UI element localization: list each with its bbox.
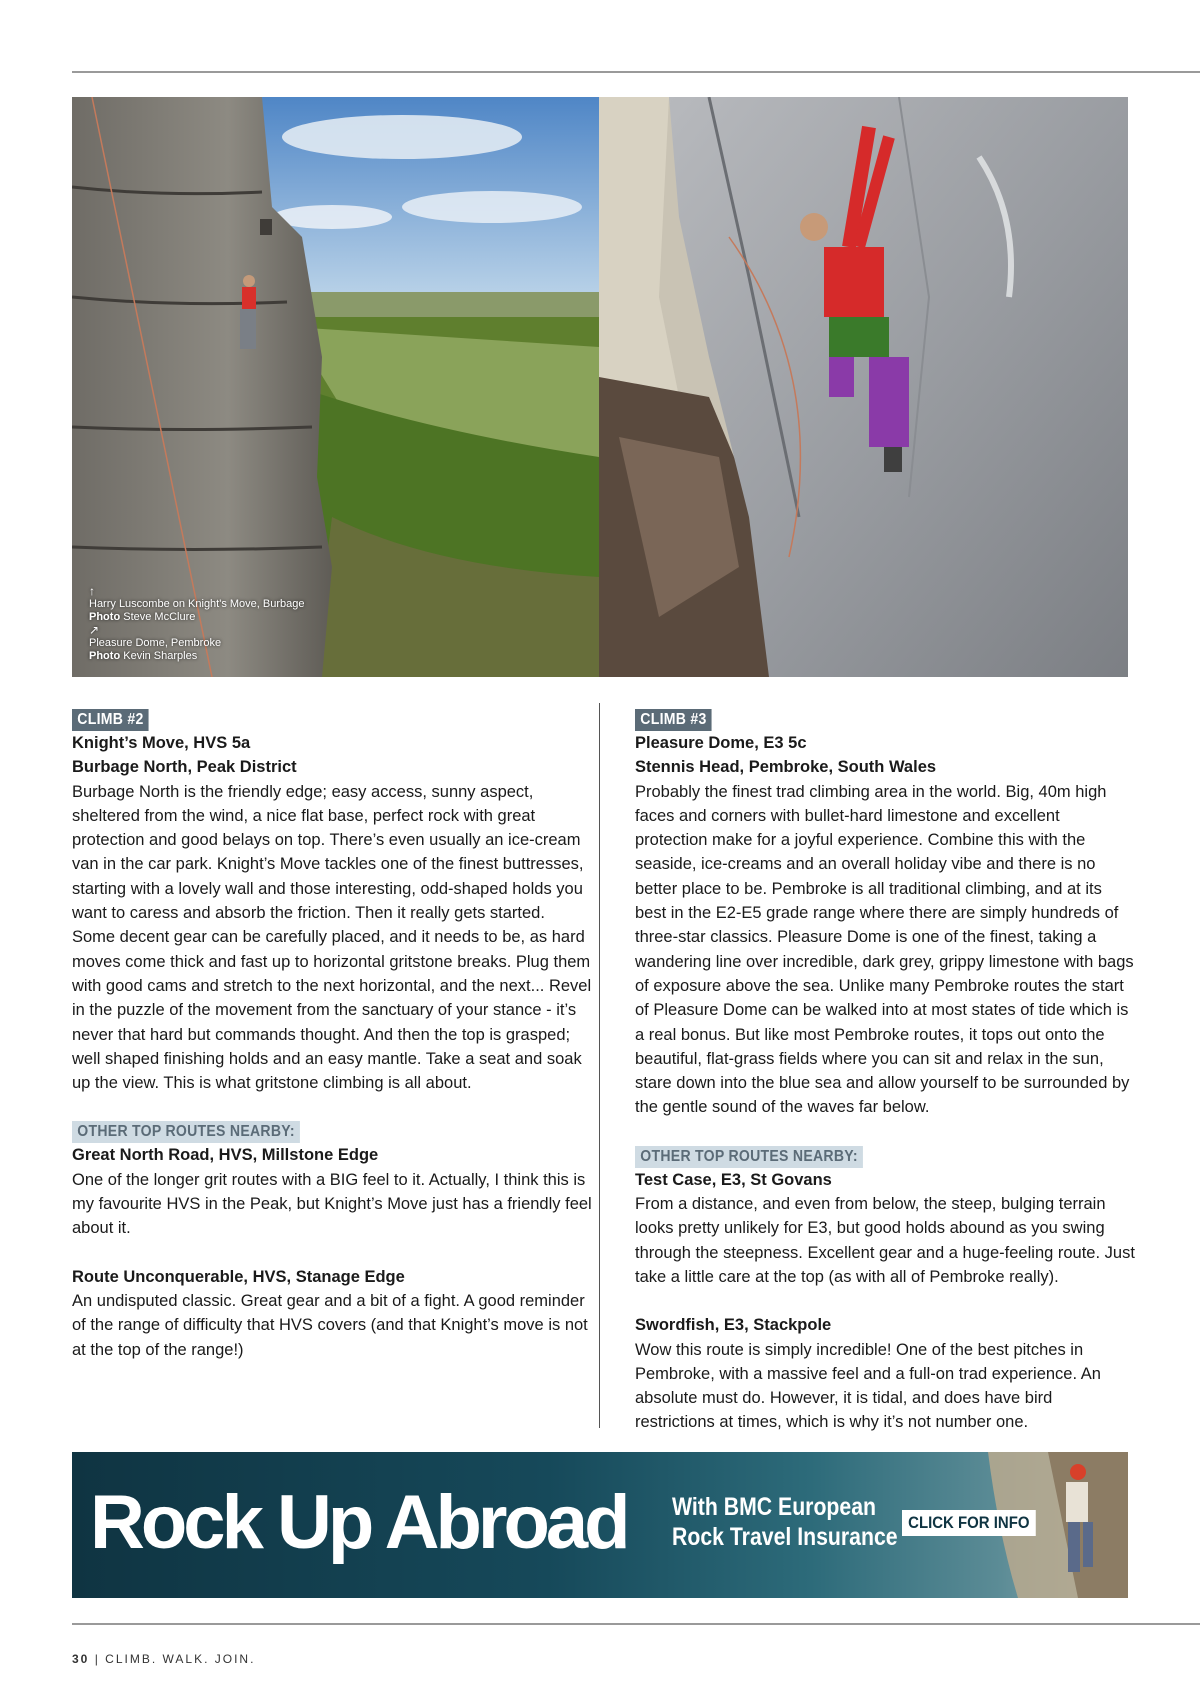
- photo-pleasure-dome-image: [599, 97, 1128, 677]
- route-description: Burbage North is the friendly edge; easy access, sunny aspect, sheltered from the wind, a nice flat base, perfect rock with great protection and good belays on top. There’s even usually an ice-cream van in the car park. Knight’s Move tackles one of the finest buttresses, starting with a lovely wall and those interesting, odd-shaped holds you want to caress and absorb the friction. Then it really gets started. Some decent gear can be carefully placed, and it needs to be, as hard moves come thick and fast up to horizontal gritstone breaks. Plug them with good cams and stretch to the next horizontal, and the next... Revel in the puzzle of the movement from the sanctuary of your stance - it’s never that hard but commands thought. And then the top is grasped; well shaped finishing holds and an easy mantle. Take a seat and soak up the view. This is what gritstone climbing is all about.: [72, 782, 592, 1093]
- nearby-route-title: Swordfish, E3, Stackpole: [635, 1316, 832, 1335]
- photo-label: Photo: [89, 611, 121, 623]
- caption-text: Harry Luscombe on Knight's Move, Burbage: [89, 598, 305, 610]
- banner-headline: Rock Up Abroad: [90, 1480, 627, 1565]
- nearby-route-title: Great North Road, HVS, Millstone Edge: [72, 1146, 379, 1165]
- nearby-route-description: Wow this route is simply incredible! One of the best pitches in Pembroke, with a massive feel and a full-on trad experience. An absolute must do. However, it is tidal, and does have bird restrictions at times, which is why it’s not number one.: [635, 1340, 1101, 1432]
- photo-knights-move: [72, 97, 599, 677]
- bottom-rule: [72, 1623, 1200, 1625]
- nearby-route-description: From a distance, and even from below, the steep, bulging terrain looks pretty unlikely for E3, but good holds abound as you swing through the steepness. Excellent gear and a huge-feeling route. Just take a little care at the top (as with all of Pembroke really).: [635, 1195, 1135, 1286]
- photo-pleasure-dome: [599, 97, 1128, 677]
- banner-subtitle-line-1: With BMC European: [672, 1493, 877, 1521]
- photo-caption: [89, 585, 319, 663]
- caption-text: Pleasure Dome, Pembroke: [89, 637, 222, 649]
- up-right-arrow-icon: ↗: [89, 623, 100, 637]
- top-rule: [72, 71, 1200, 73]
- nearby-route-description: An undisputed classic. Great gear and a bit of a fight. A good reminder of the range of difficulty that HVS covers (and that Knight’s move is not at the top of the range!): [72, 1291, 588, 1359]
- insurance-ad-banner[interactable]: [72, 1452, 1128, 1598]
- nearby-route-title: Route Unconquerable, HVS, Stanage Edge: [72, 1267, 405, 1286]
- climb-3-column: [635, 707, 1135, 1435]
- banner-subtitle-line-2: Rock Travel Insurance: [672, 1523, 898, 1551]
- nearby-route-description: One of the longer grit routes with a BIG feel to it. Actually, I think this is my favourite HVS in the Peak, but Knight’s Move just has a friendly feel about it.: [72, 1170, 592, 1238]
- climb-tag: CLIMB #2: [72, 709, 149, 731]
- route-description: Probably the finest trad climbing area in the world. Big, 40m high faces and corners with bullet-hard limestone and excellent protection make for a joyful experience. Combine this with the seaside, ice-creams and an overall holiday vibe and there is no better place to be. Pembroke is all traditional climbing, and at its best in the E2-E5 grade range where there are simply hundreds of three-star classics. Pleasure Dome is one of the finest, taking a wandering line over incredible, dark grey, grippy limestone with bags of exposure above the sea. Unlike many Pembroke routes the start of Pleasure Dome can be walked into at most states of tide which is a real bonus. But like most Pembroke routes, it tops out onto the beautiful, flat-grass fields where you can sit and relax in the sun, stare down into the blue sea and allow yourself to be surrounded by the gentle sound of the waves far below.: [635, 782, 1134, 1117]
- footer-separator: |: [94, 1652, 100, 1666]
- banner-subtitle: [672, 1492, 898, 1552]
- photographer: Steve McClure: [123, 611, 196, 623]
- nearby-tag: OTHER TOP ROUTES NEARBY:: [635, 1146, 863, 1168]
- nearby-route-title: Test Case, E3, St Govans: [635, 1170, 832, 1189]
- photo-label: Photo: [89, 650, 121, 662]
- up-arrow-icon: ↑: [89, 584, 95, 598]
- nearby-tag: OTHER TOP ROUTES NEARBY:: [72, 1121, 300, 1143]
- footer-tagline: CLIMB. WALK. JOIN.: [105, 1652, 256, 1666]
- photo-spread: [72, 97, 1128, 677]
- route-location: Burbage North, Peak District: [72, 758, 297, 777]
- page-footer: [72, 1652, 255, 1666]
- climb-tag: CLIMB #3: [635, 709, 712, 731]
- climb-2-column: [72, 707, 592, 1362]
- route-location: Stennis Head, Pembroke, South Wales: [635, 758, 937, 777]
- click-for-info-button[interactable]: CLICK FOR INFO: [902, 1510, 1036, 1536]
- route-title: Pleasure Dome, E3 5c: [635, 734, 807, 752]
- page-number: 30: [72, 1652, 90, 1666]
- route-title: Knight’s Move, HVS 5a: [72, 734, 251, 752]
- photographer: Kevin Sharples: [123, 650, 198, 662]
- column-divider: [599, 703, 600, 1428]
